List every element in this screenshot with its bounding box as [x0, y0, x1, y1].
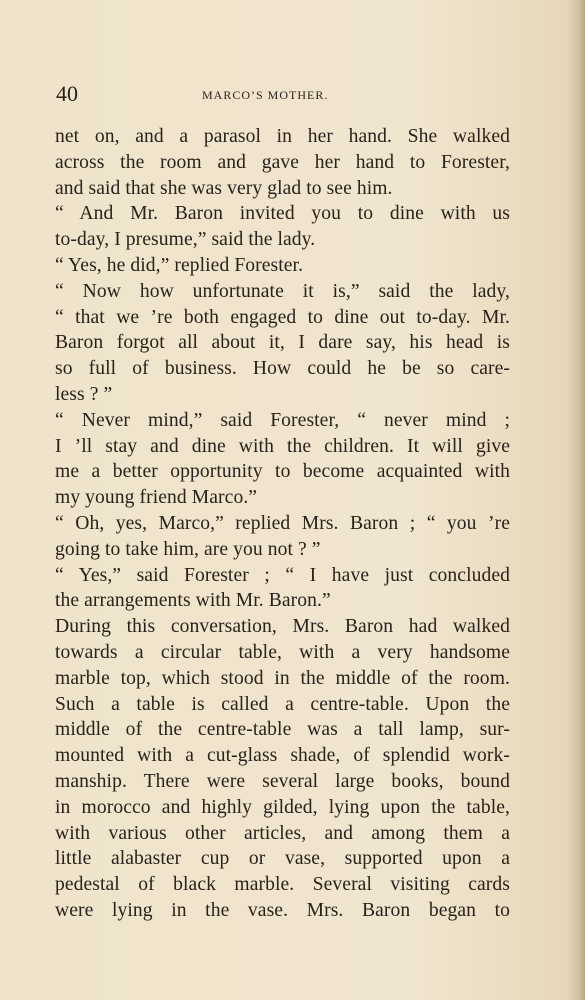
- page-number: 40: [56, 81, 78, 106]
- text-line: “ Oh, yes, Marco,” replied Mrs. Baron ; “ you ’re: [55, 512, 510, 534]
- text-line: net on, and a parasol in her hand. She walked: [55, 126, 510, 147]
- text-line: less ? ”: [55, 383, 113, 405]
- text-line: towards a circular table, with a very handsome: [55, 641, 510, 663]
- text-line: mounted with a cut-glass shade, of splendid work-: [55, 745, 510, 767]
- text-line: with various other articles, and among them a: [55, 822, 510, 844]
- page-edge-shadow: [567, 0, 585, 1000]
- text-line: my young friend Marco.”: [55, 487, 258, 509]
- text-line: in morocco and highly gilded, lying upon the table,: [55, 796, 510, 818]
- text-line: “ And Mr. Baron invited you to dine with us: [55, 203, 510, 225]
- running-head: MARCO’S MOTHER.: [202, 88, 329, 102]
- text-line: “ Yes, he did,” replied Forester.: [55, 254, 304, 276]
- text-line: to-day, I presume,” said the lady.: [55, 229, 316, 251]
- text-line: across the room and gave her hand to Forester,: [55, 151, 510, 173]
- text-line: “ that we ’re both engaged to dine out to-day. Mr.: [55, 306, 510, 328]
- text-line: I ’ll stay and dine with the children. It will give: [55, 435, 510, 457]
- text-line: the arrangements with Mr. Baron.”: [55, 590, 331, 612]
- text-line: manship. There were several large books, bound: [55, 770, 510, 792]
- text-line: pedestal of black marble. Several visiting cards: [55, 874, 510, 896]
- body-text: [55, 124, 510, 924]
- text-line: “ Never mind,” said Forester, “ never mind ;: [55, 409, 510, 431]
- text-line: and said that she was very glad to see him.: [55, 177, 393, 199]
- text-line: were lying in the vase. Mrs. Baron began to: [55, 899, 510, 921]
- text-line: going to take him, are you not ? ”: [55, 538, 321, 560]
- text-line: Such a table is called a centre-table. Upon the: [55, 693, 510, 715]
- text-line: “ Yes,” said Forester ; “ I have just concluded: [55, 564, 510, 586]
- page-header: [56, 82, 516, 110]
- text-line: little alabaster cup or vase, supported upon a: [55, 848, 510, 870]
- text-line: middle of the centre-table was a tall lamp, sur-: [55, 719, 510, 741]
- text-line: marble top, which stood in the middle of the room.: [55, 667, 510, 689]
- text-line: “ Now how unfortunate it is,” said the lady,: [55, 280, 510, 302]
- text-line: Baron forgot all about it, I dare say, his head is: [55, 332, 510, 354]
- text-line: so full of business. How could he be so care-: [55, 358, 510, 380]
- text-line: During this conversation, Mrs. Baron had walked: [55, 616, 510, 638]
- text-line: me a better opportunity to become acquainted with: [55, 461, 510, 483]
